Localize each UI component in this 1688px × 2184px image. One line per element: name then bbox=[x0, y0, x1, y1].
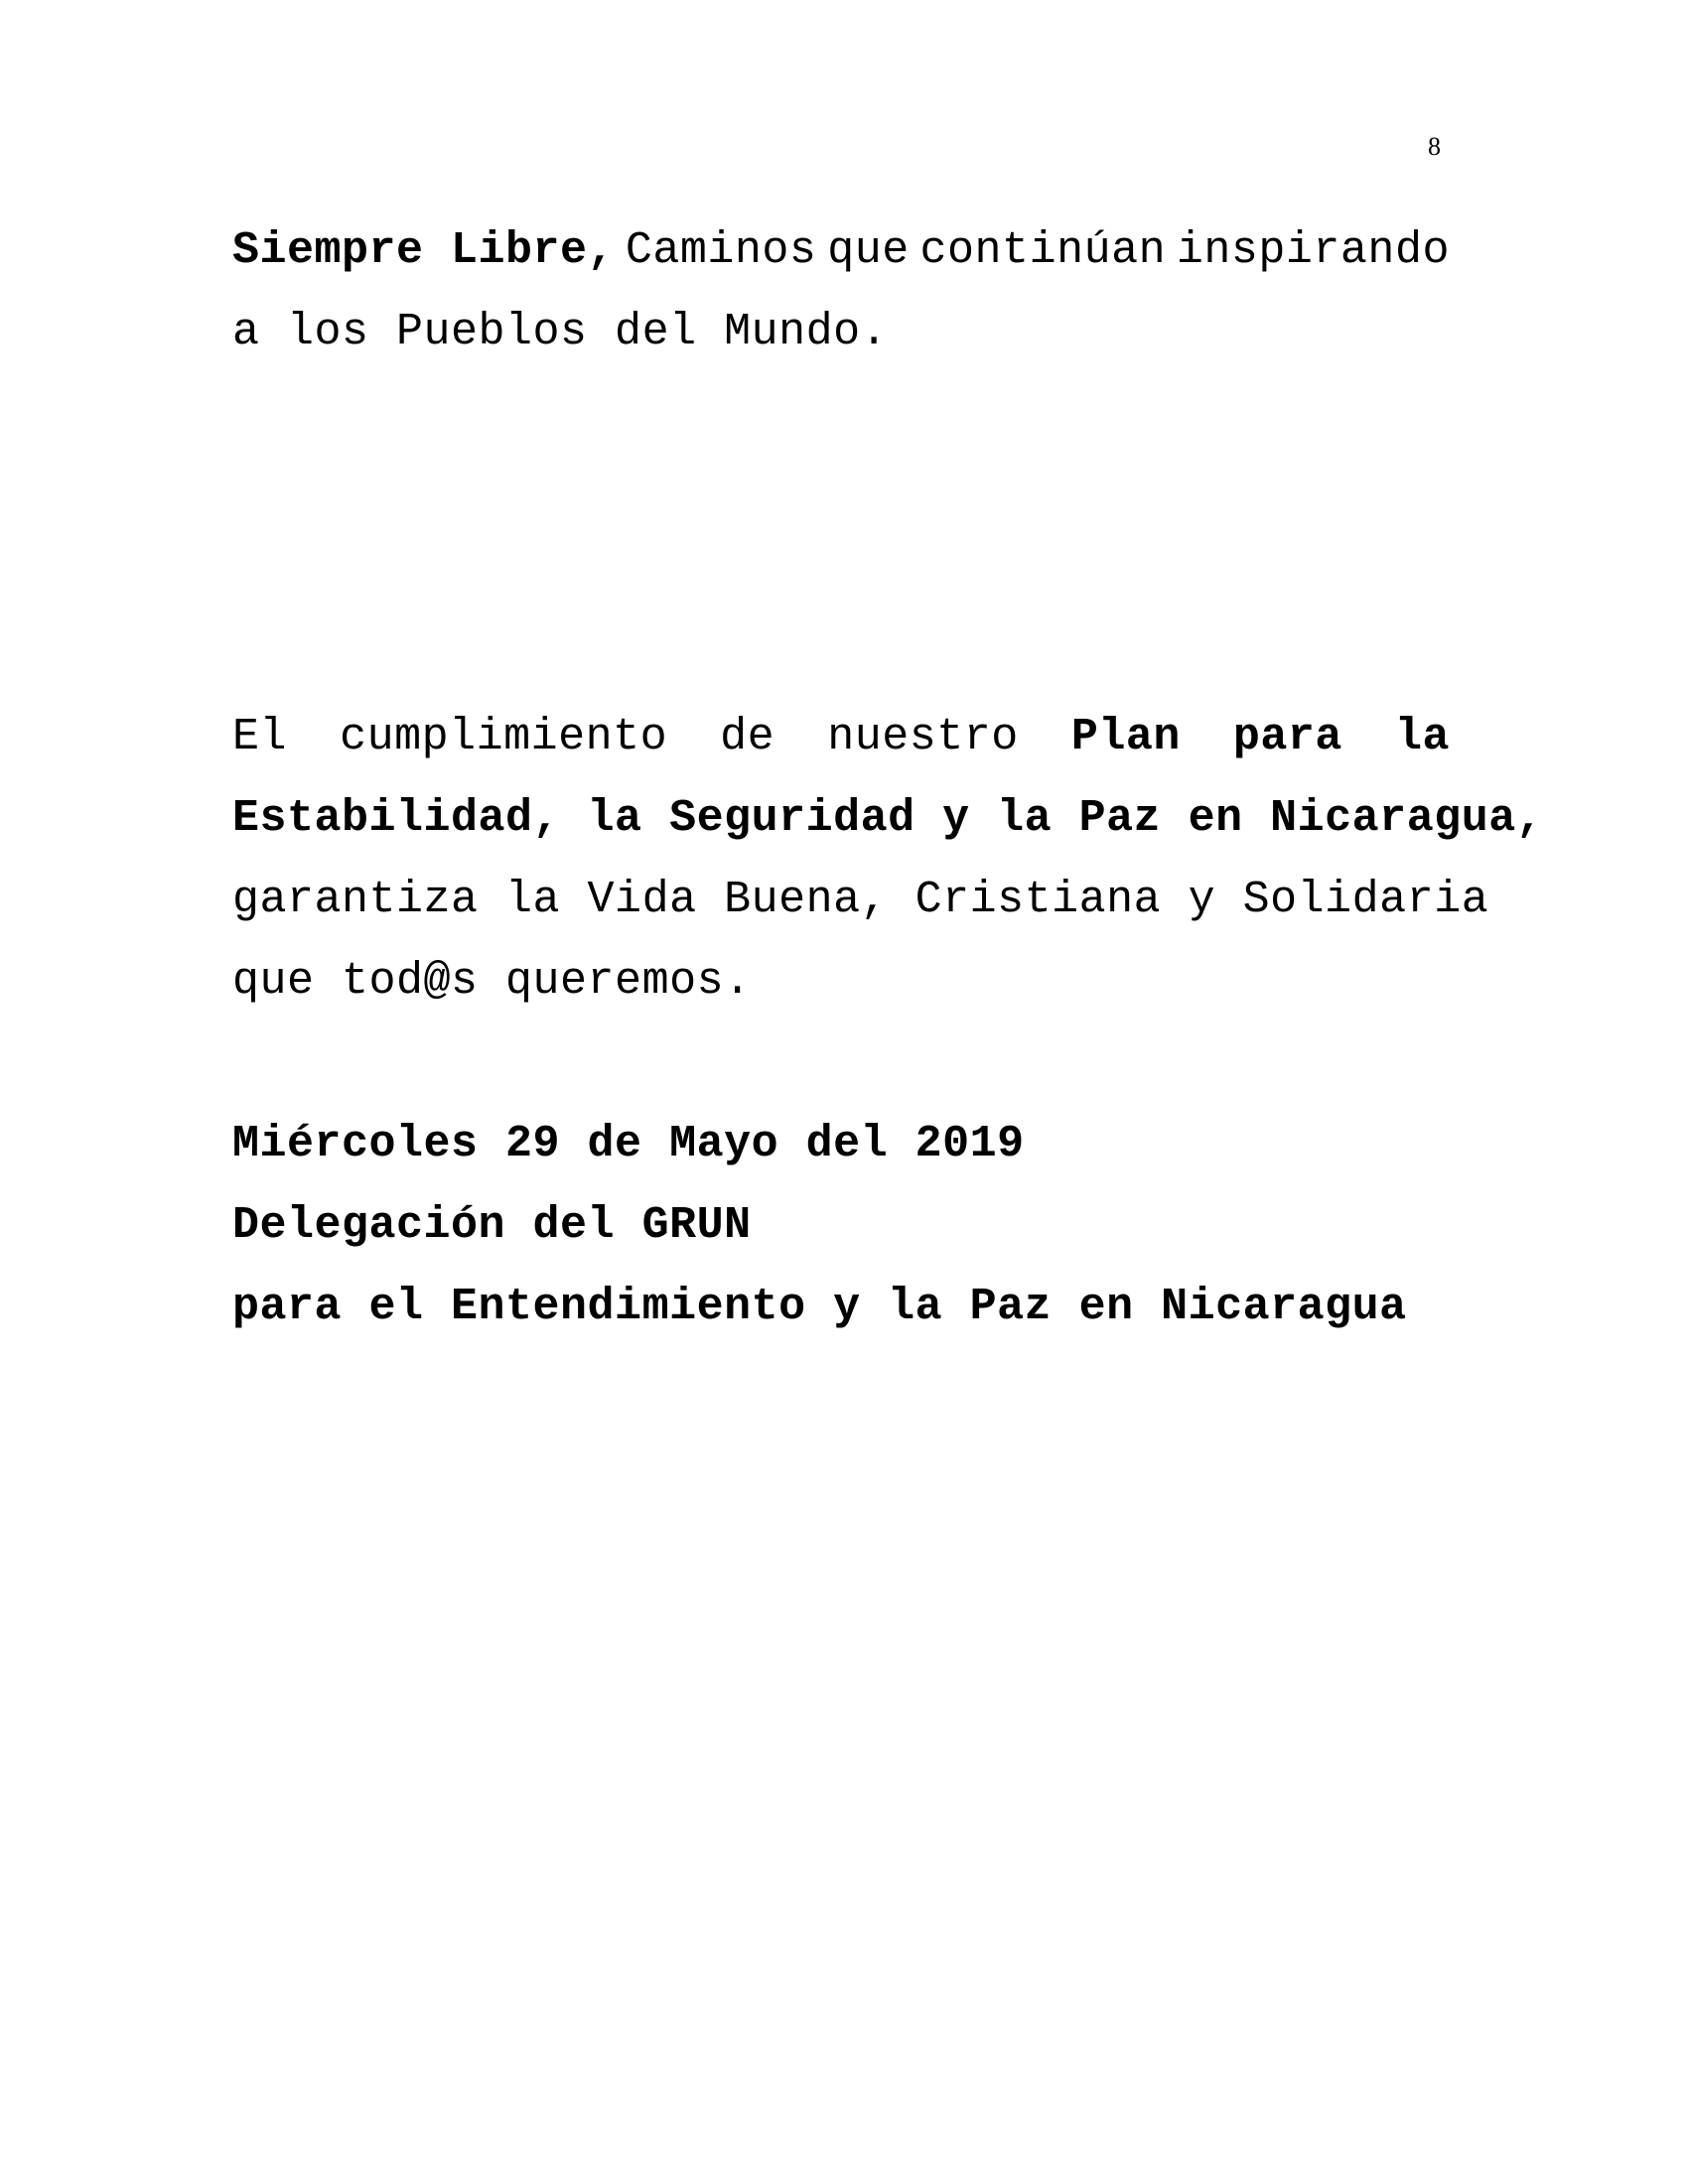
paragraph2-bold-word: Plan bbox=[1070, 712, 1181, 762]
paragraph2-word: cumplimiento bbox=[340, 712, 668, 762]
page-number: 8 bbox=[1428, 132, 1441, 161]
paragraph1-word: que bbox=[827, 225, 910, 276]
paragraph2-word: El bbox=[232, 712, 288, 762]
paragraph1-bold-prefix: Siempre Libre, bbox=[232, 225, 616, 276]
paragraph2-bold-word: para bbox=[1232, 712, 1342, 762]
paragraph2-word: de bbox=[720, 712, 775, 762]
paragraph1-word: Caminos bbox=[625, 225, 817, 276]
paragraph2-line2: Estabilidad, la Seguridad y la Paz en Nicaragua, bbox=[232, 793, 1544, 844]
paragraph1-word: continúan bbox=[919, 225, 1167, 276]
paragraph2-bold-word: la bbox=[1394, 712, 1450, 762]
signature-date: Miércoles 29 de Mayo del 2019 bbox=[232, 1119, 1025, 1169]
signature-delegation: Delegación del GRUN bbox=[232, 1200, 752, 1251]
paragraph1-line1 bbox=[232, 224, 1450, 278]
paragraph2-line4: que tod@s queremos. bbox=[232, 956, 752, 1007]
paragraph2-line3: garantiza la Vida Buena, Cristiana y Solidaria bbox=[232, 875, 1489, 925]
paragraph2-line1 bbox=[232, 711, 1450, 764]
paragraph1-word: inspirando bbox=[1176, 225, 1450, 276]
paragraph2-word: nuestro bbox=[827, 712, 1019, 762]
paragraph1-line2: a los Pueblos del Mundo. bbox=[232, 307, 889, 357]
signature-purpose: para el Entendimiento y la Paz en Nicaragua bbox=[232, 1282, 1407, 1332]
